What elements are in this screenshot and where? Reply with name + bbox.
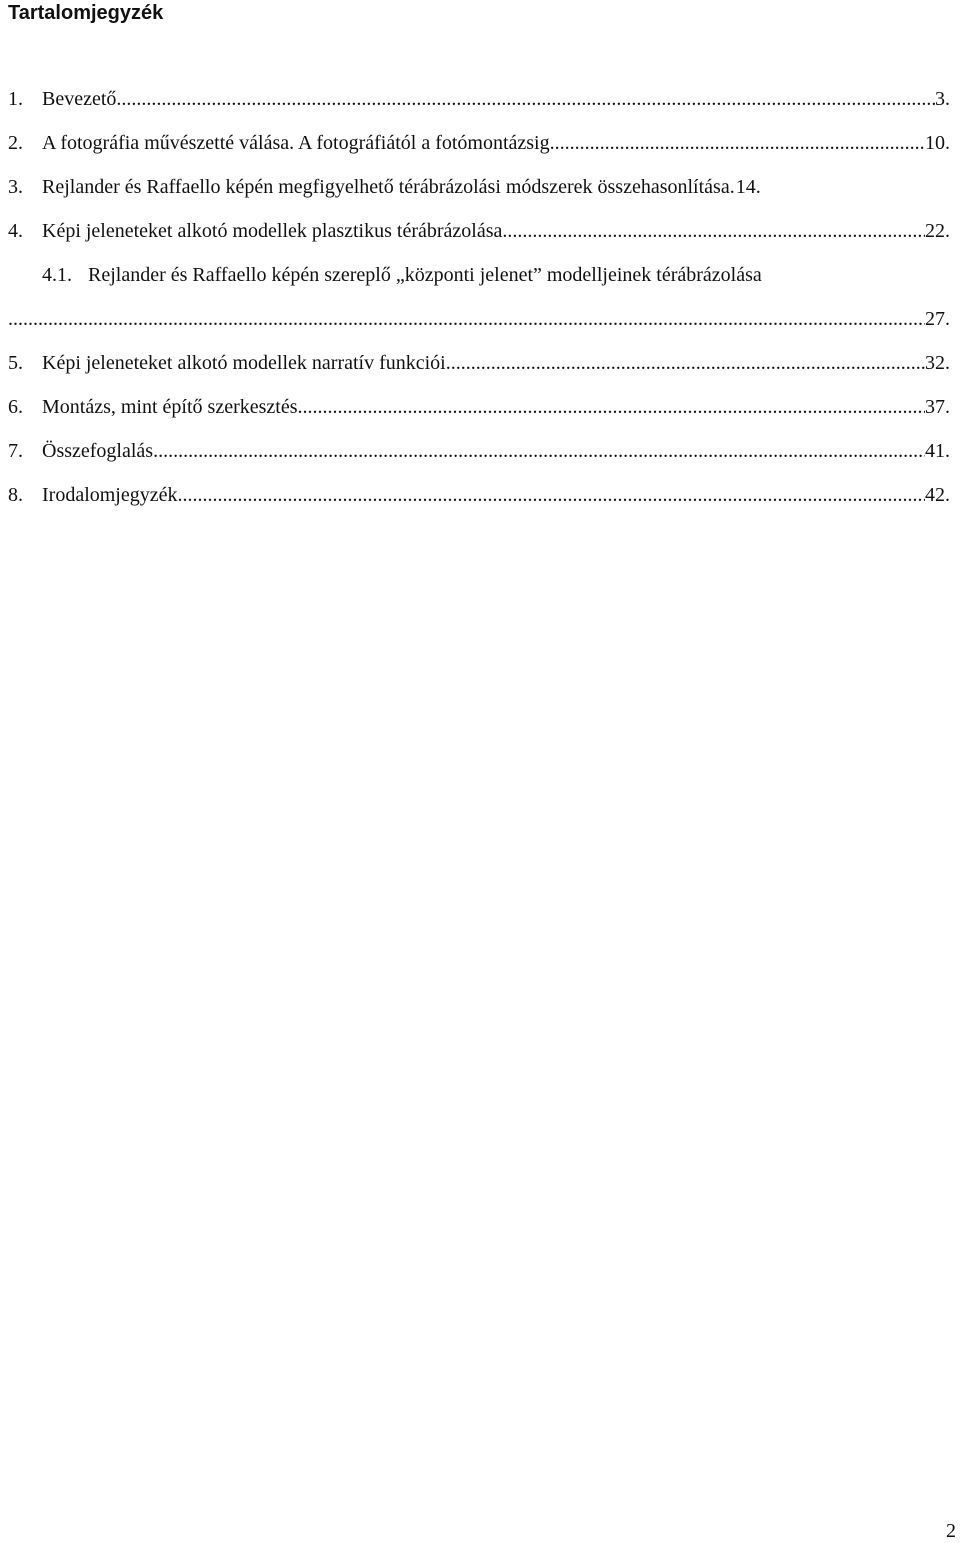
toc-entry[interactable]	[8, 86, 950, 130]
toc-entry[interactable]	[8, 438, 950, 482]
toc-entry-page: 37.	[925, 396, 950, 418]
toc-leader-dots	[116, 86, 935, 112]
toc-entry[interactable]	[8, 130, 950, 174]
toc-subentry[interactable]	[8, 262, 950, 306]
toc-leader-dots	[178, 482, 926, 508]
toc-entry-page: 32.	[925, 352, 950, 374]
toc-entry[interactable]	[8, 218, 950, 262]
toc-entry-number: 8.	[8, 484, 23, 506]
toc-entry[interactable]	[8, 394, 950, 438]
toc-entry-number: 5.	[8, 352, 23, 374]
toc-entry-number: 3.	[8, 176, 23, 198]
toc-leader-dots	[446, 350, 925, 376]
toc-entry-title: Montázs, mint építő szerkesztés	[42, 396, 298, 418]
toc-entry-page: 22.	[925, 220, 950, 242]
toc-leader-dots	[153, 438, 925, 464]
toc-entry-title: Képi jeleneteket alkotó modellek narratív funkciói	[42, 352, 446, 374]
toc-entry-number: 1.	[8, 88, 23, 110]
toc-entry[interactable]	[8, 174, 950, 218]
toc-title: Tartalomjegyzék	[8, 2, 164, 24]
toc-entry-title: Bevezető	[42, 88, 117, 110]
toc-leader-dots	[550, 130, 925, 156]
toc-subentry-continuation[interactable]	[8, 306, 950, 350]
table-of-contents	[8, 86, 950, 526]
toc-entry-title: Képi jeleneteket alkotó modellek plasztikus térábrázolása	[42, 220, 503, 242]
toc-entry-title: Irodalomjegyzék	[42, 484, 178, 506]
page-number: 2	[946, 1520, 956, 1542]
toc-entry-title: Rejlander és Raffaello képén megfigyelhető térábrázolási módszerek összehasonlítása	[42, 176, 730, 198]
toc-entry[interactable]	[8, 482, 950, 526]
toc-entry-page: 42.	[925, 484, 950, 506]
toc-entry-number: 4.	[8, 220, 23, 242]
toc-entry-page: 3.	[935, 88, 950, 110]
toc-leader-dots	[298, 394, 926, 420]
toc-entry-page: 10.	[925, 132, 950, 154]
toc-entry[interactable]	[8, 350, 950, 394]
toc-entry-page: 27.	[925, 308, 950, 330]
toc-entry-title: A fotográfia művészetté válása. A fotográfiától a fotómontázsig	[42, 132, 550, 154]
toc-entry-page: 14.	[735, 176, 761, 198]
toc-entry-title: Rejlander és Raffaello képén szereplő „központi jelenet” modelljeinek térábrázolása	[88, 264, 762, 286]
toc-leader-dots	[8, 306, 925, 332]
toc-entry-number: 2.	[8, 132, 23, 154]
toc-entry-title: Összefoglalás	[42, 440, 154, 462]
toc-entry-number: 6.	[8, 396, 23, 418]
toc-entry-number: 4.1.	[42, 264, 72, 286]
toc-entry-number: 7.	[8, 440, 23, 462]
toc-leader-dots	[502, 218, 925, 244]
toc-entry-page: 41.	[925, 440, 950, 462]
